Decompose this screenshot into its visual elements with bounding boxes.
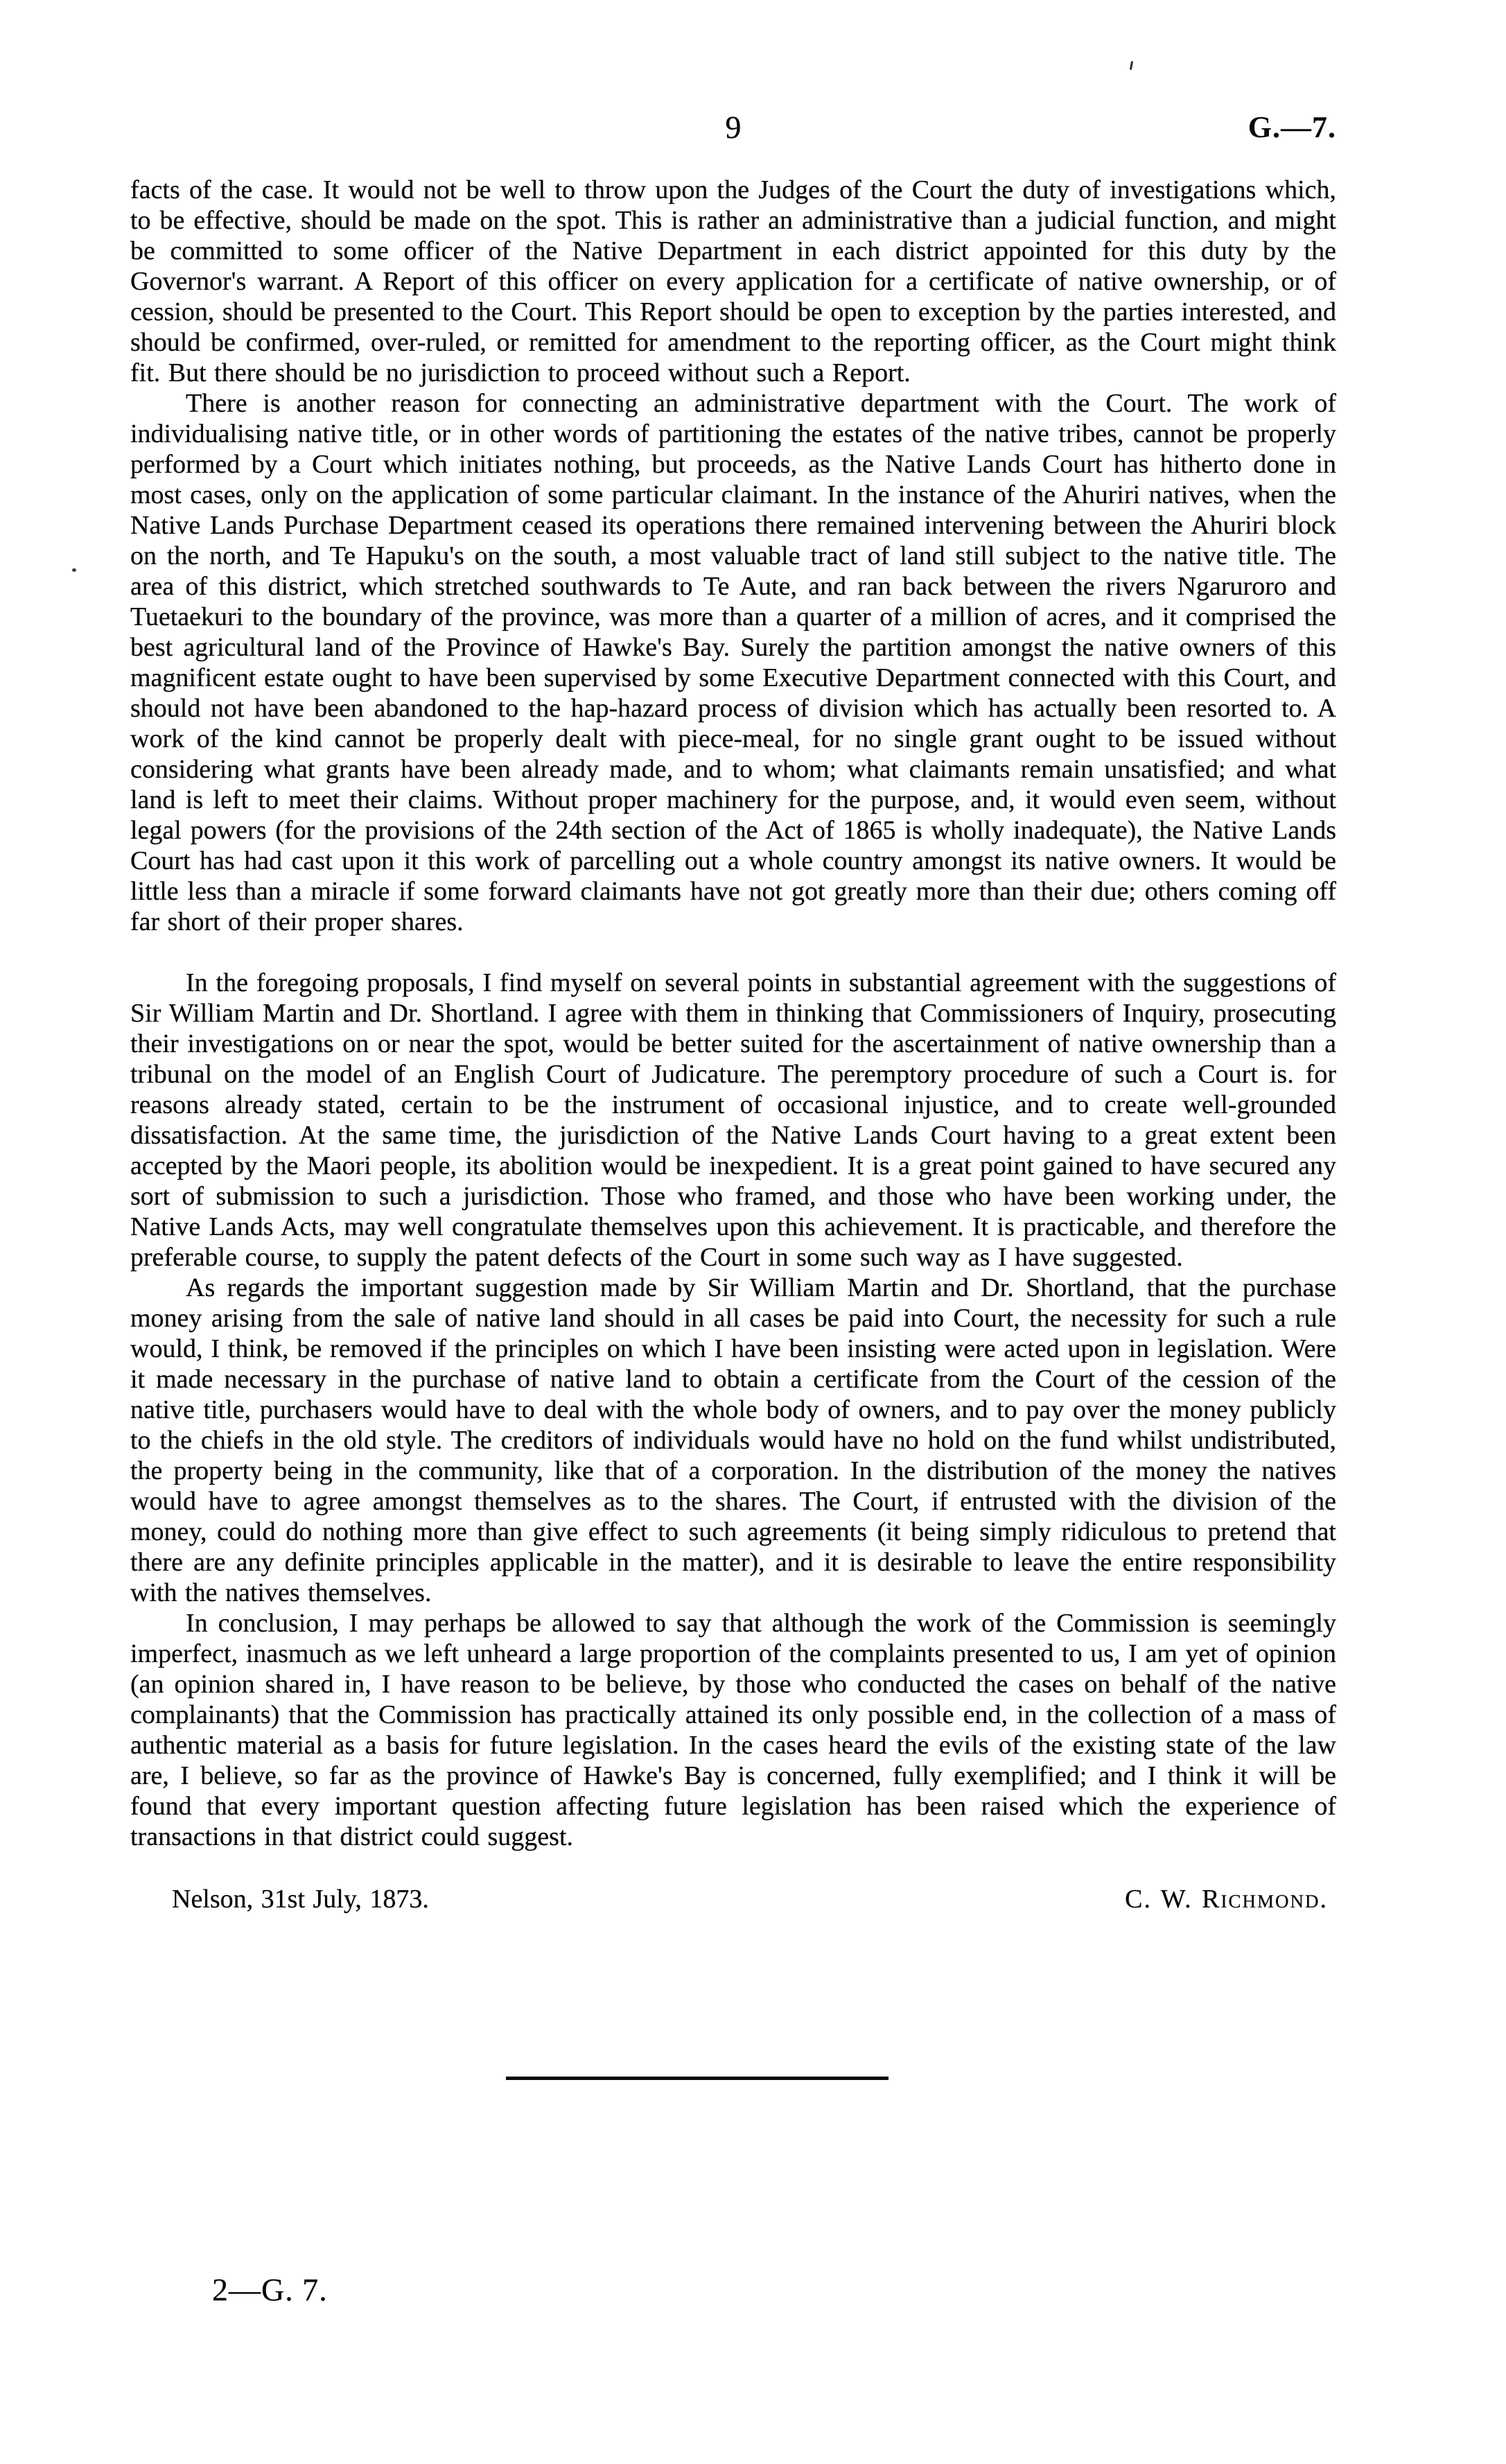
paragraph-conclusion: In conclusion, I may perhaps be allowed to say that although the work of the Commission is seemingly imperfect, inasmuch as we left unheard a large proportion of the complaints presented to us, I am yet of opinion (an opinion shared in, I have reason to be believe, by those who conducted the cases on behalf of the native complainants) that the Commission has practically attained its only possible end, in the collection of a mass of authentic material as a basis for future legislation. In the cases heard the evils of the existing state of the law are, I believe, so far as the province of Hawke's Bay is concerned, fully exemplified; and I think it will be found that every important question affecting future legislation has been raised which the experience of transactions in that district could suggest. — [130, 1609, 1336, 1851]
signature-block — [130, 1884, 1336, 1914]
signature-name: C. W. Richmond. — [1125, 1885, 1328, 1914]
scan-speck — [72, 568, 76, 572]
document-reference: G.—7. — [1247, 110, 1336, 144]
document-body — [130, 175, 1336, 1914]
section-divider-rule — [506, 2077, 888, 2080]
paragraph-purchase-money: As regards the important suggestion made by Sir William Martin and Dr. Shortland, that the purchase money arising from the sale of native land should in all cases be paid into Court, the necessity for such a rule would, I think, be removed if the principles on which I have been insisting were acted upon in legislation. Were it made necessary in the purchase of native land to obtain a certificate from the Court of the cession of the native title, purchasers would have to deal with the whole body of owners, and to pay over the money publicly to the chiefs in the old style. The creditors of individuals would have no hold on the fund whilst undistributed, the property being in the community, like that of a corporation. In the distribution of the money the natives would have to agree amongst themselves as to the shares. The Court, if entrusted with the division of the money, could do nothing more than give effect to such agreements (it being simply ridiculous to pretend that there are any definite principles applicable in the matter), and it is desirable to leave the entire responsibility with the natives themselves. — [130, 1273, 1336, 1607]
printer-imprint: 2—G. 7. — [212, 2272, 328, 2307]
scan-speck — [1130, 61, 1133, 70]
paragraph-administrative-department: There is another reason for connecting an administrative department with the Court. The work of individualising native title, or in other words of partitioning the estates of the native tribes, cannot be properly performed by a Court which initiates nothing, but proceeds, as the Native Lands Court has hitherto done in most cases, only on the application of some particular claimant. In the instance of the Ahuriri natives, when the Native Lands Purchase Department ceased its operations there remained intervening between the Ahuriri block on the north, and Te Hapuku's on the south, a most valuable tract of land still subject to the native title. The area of this district, which stretched southwards to Te Aute, and ran back between the rivers Ngaruroro and Tuetaekuri to the boundary of the province, was more than a quarter of a million of acres, and it comprised the best agricultural land of the Province of Hawke's Bay. Surely the partition amongst the native owners of this magnificent estate ought to have been supervised by some Executive Department connected with this Court, and should not have been abandoned to the hap-hazard process of division which has actually been resorted to. A work of the kind cannot be properly dealt with piece-meal, for no single grant ought to be issued without considering what grants have been already made, and to whom; what claimants remain unsatisfied; and what land is left to meet their claims. Without proper machinery for the purpose, and, it would even seem, without legal powers (for the provisions of the 24th section of the Act of 1865 is wholly inadequate), the Native Lands Court has had cast upon it this work of parcelling out a whole country amongst its native owners. It would be little less than a miracle if some forward claimants have not got greatly more than their due; others coming off far short of their proper shares. — [130, 389, 1336, 936]
running-head — [130, 110, 1336, 158]
paragraph-foregoing-proposals: In the foregoing proposals, I find myself on several points in substantial agreement with the suggestions of Sir William Martin and Dr. Shortland. I agree with them in thinking that Commissioners of Inquiry, prosecuting their investigations on or near the spot, would be better suited for the ascertainment of native ownership than a tribunal on the model of an English Court of Judicature. The peremptory procedure of such a Court is. for reasons already stated, certain to be the instrument of occasional injustice, and to create well-grounded dissatisfaction. At the same time, the jurisdiction of the Native Lands Court having to a great extent been accepted by the Maori people, its abolition would be inexpedient. It is a great point gained to have secured any sort of submission to such a jurisdiction. Those who framed, and those who have been working under, the Native Lands Acts, may well congratulate themselves upon this achievement. It is practicable, and therefore the preferable course, to supply the patent defects of the Court in some such way as I have suggested. — [130, 968, 1336, 1272]
paragraph-continuation: facts of the case. It would not be well to throw upon the Judges of the Court the duty of investigations which, to be effective, should be made on the spot. This is rather an administrative than a judicial function, and might be committed to some officer of the Native Department in each district appointed for this duty by the Governor's warrant. A Report of this officer on every application for a certificate of native ownership, or of cession, should be presented to the Court. This Report should be open to exception by the parties interested, and should be confirmed, over-ruled, or remitted for amendment to the reporting officer, as the Court might think fit. But there should be no jurisdiction to proceed without such a Report. — [130, 175, 1336, 387]
page-number: 9 — [725, 110, 742, 145]
signature-place-date: Nelson, 31st July, 1873. — [172, 1885, 429, 1914]
